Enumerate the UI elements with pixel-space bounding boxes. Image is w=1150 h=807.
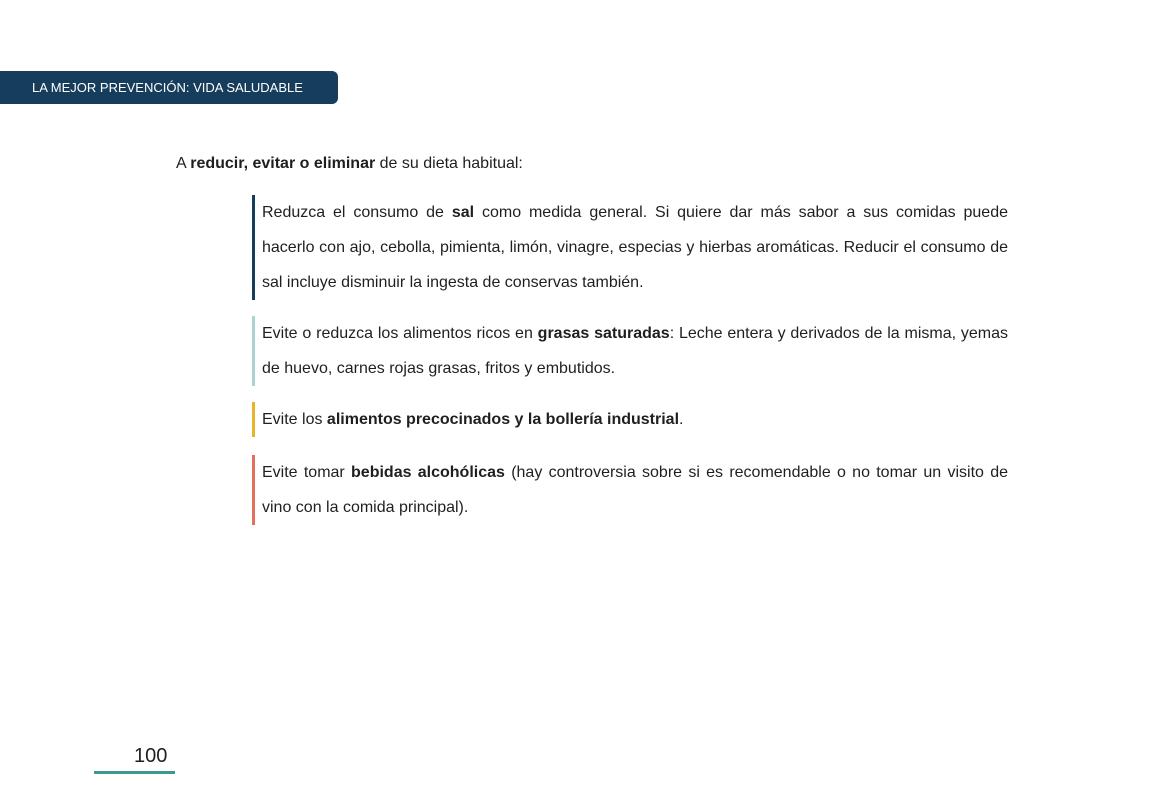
item-text-bold: bebidas alcohólicas: [351, 464, 505, 481]
intro-bold: reducir, evitar o eliminar: [190, 155, 376, 172]
item-text-post: : Leche entera y derivados de la misma, yemas de huevo, carnes rojas grasas, fritos y embutidos.: [262, 325, 1008, 377]
item-text-post: (hay controversia sobre si es recomendable o no tomar un visito de vino con la comida principal).: [262, 464, 1009, 516]
item-text-pre: Evite los: [262, 411, 327, 428]
intro-paragraph: [176, 153, 523, 175]
item-text-bold: grasas saturadas: [537, 325, 670, 342]
intro-suffix: de su dieta habitual:: [375, 155, 523, 172]
item-text-post: .: [679, 411, 684, 428]
item-text-pre: Evite o reduzca los alimentos ricos en: [262, 325, 538, 342]
item-text-bold: alimentos precocinados y la bollería industrial: [326, 411, 680, 428]
page-number: 100: [134, 745, 168, 767]
list-item-salt: [252, 195, 1008, 300]
item-text-pre: Reduzca el consumo de: [262, 204, 452, 221]
item-text-bold: sal: [451, 204, 475, 221]
list-item-alcohol: [252, 455, 1008, 525]
list-item-saturated-fats: [252, 316, 1008, 386]
page-number-rule: [94, 771, 175, 774]
section-header-tab: [0, 71, 338, 104]
section-title: LA MEJOR PREVENCIÓN: VIDA SALUDABLE: [32, 80, 303, 95]
item-text-pre: Evite tomar: [262, 464, 352, 481]
item-text-post: como medida general. Si quiere dar más sabor a sus comidas puede hacerlo con ajo, cebolla, pimienta, limón, vinagre, especias y hierbas aromáticas. Reducir el consumo de sal incluye disminuir la ingesta de conservas también.: [262, 204, 1008, 291]
intro-prefix: A: [176, 155, 191, 172]
list-item-precooked-foods: [252, 402, 1008, 437]
